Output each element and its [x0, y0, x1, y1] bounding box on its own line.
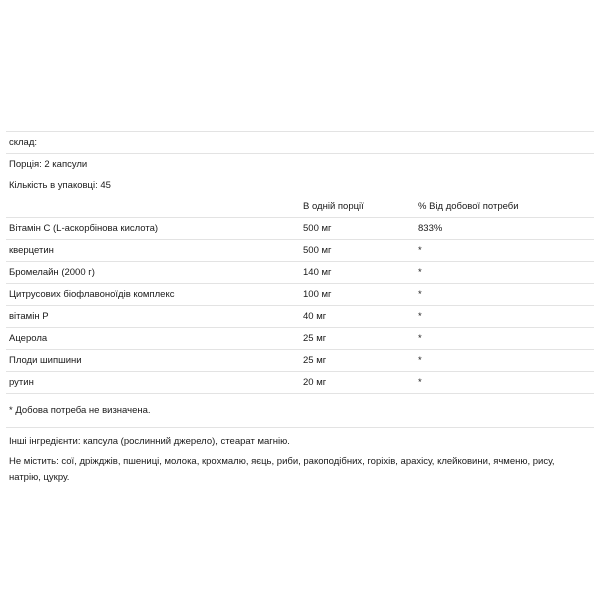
table-row — [6, 328, 594, 350]
daily-value-header: % Від добової потреби — [418, 201, 519, 212]
nutrient-amount: 500 мг — [303, 223, 332, 234]
nutrient-name: Вітамін С (L-аскорбінова кислота) — [9, 223, 159, 234]
nutrient-daily-value: * — [418, 355, 422, 366]
serving-size: Порція: 2 капсули — [9, 159, 88, 170]
table-row — [6, 350, 594, 372]
table-row — [6, 262, 594, 284]
nutrient-daily-value: * — [418, 333, 422, 344]
nutrient-daily-value: * — [418, 245, 422, 256]
nutrient-amount: 500 мг — [303, 245, 332, 256]
allergen-statement: Не містить: сої, дріжджів, пшениці, молока, крохмалю, яєць, риби, ракоподібних, горіхів, арахісу, клейковини, ячменю, рису, натрію, цукру. — [9, 456, 555, 483]
nutrient-amount: 20 мг — [303, 377, 327, 388]
supplement-facts-panel — [6, 131, 594, 486]
table-row — [6, 240, 594, 262]
nutrient-name: Бромелайн (2000 г) — [9, 267, 95, 278]
table-row — [6, 306, 594, 328]
table-row — [6, 218, 594, 240]
footnote: * Добова потреба не визначена. — [9, 405, 151, 416]
nutrient-amount: 25 мг — [303, 333, 327, 344]
table-row — [6, 284, 594, 306]
nutrient-amount: 140 мг — [303, 267, 332, 278]
nutrient-name: кверцетин — [9, 245, 54, 256]
serving-row — [6, 154, 594, 175]
nutrient-name: Плоди шипшини — [9, 355, 82, 366]
other-ingredients: Інші інгредієнти: капсула (рослинний джерело), стеарат магнію. — [9, 436, 290, 447]
nutrient-daily-value: * — [418, 311, 422, 322]
count-row — [6, 175, 594, 196]
nutrient-amount: 40 мг — [303, 311, 327, 322]
nutrient-name: рутин — [9, 377, 34, 388]
nutrient-amount: 25 мг — [303, 355, 327, 366]
table-row — [6, 372, 594, 394]
nutrient-table — [6, 218, 594, 394]
servings-per-container: Кількість в упаковці: 45 — [9, 180, 111, 191]
nutrient-amount: 100 мг — [303, 289, 332, 300]
footnote-row — [6, 394, 594, 428]
nutrient-name: Ацерола — [9, 333, 48, 344]
per-serving-header: В одній порції — [303, 201, 364, 212]
nutrient-daily-value: * — [418, 267, 422, 278]
nutrient-daily-value: * — [418, 289, 422, 300]
nutrient-daily-value: * — [418, 377, 422, 388]
table-header-row — [6, 196, 594, 218]
nutrient-name: вітамін Р — [9, 311, 49, 322]
nutrient-name: Цитрусових біофлавоноїдів комплекс — [9, 289, 175, 300]
heading-row — [6, 132, 594, 154]
composition-heading: склад: — [9, 137, 38, 148]
nutrient-daily-value: 833% — [418, 223, 443, 234]
